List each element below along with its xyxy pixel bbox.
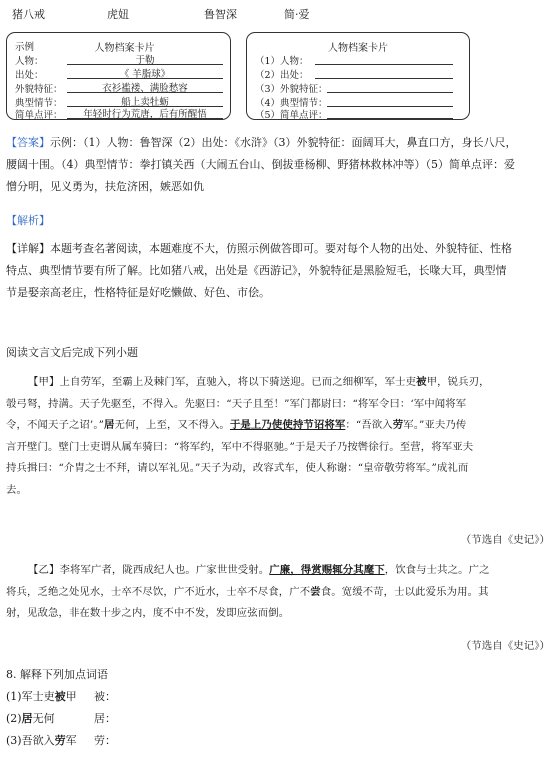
analysis-tag: 【解析】 — [6, 214, 50, 227]
question-item: (3)吾欲入劳军 劳： — [6, 734, 116, 747]
detail-line: 本题考查名著阅读，本题难度不大，仿照示例做答即可。要对每个人物的出处、外貌特征、性格 — [50, 242, 512, 255]
analysis-block — [6, 210, 550, 232]
question-item: (2)居无何 居： — [6, 712, 116, 725]
source-jia: （节选自《史记》） — [460, 534, 550, 546]
card-right-row: （2）出处： — [255, 67, 465, 79]
profile-card-example — [6, 32, 231, 120]
dotted-word-ju: 居 — [104, 419, 115, 431]
answer-line: 腰阔十围。（4）典型情节：拳打镇关西（大闹五台山、倒拔垂杨柳、野猪林救林冲等）（5）简单点评：爱 — [6, 158, 515, 171]
answer-block — [6, 132, 550, 198]
answer-tag: 【答案】 — [6, 136, 50, 149]
card-left-row: 外貌特征： 衣衫褴褛、满脸愁容 — [15, 81, 225, 93]
detail-tag: 【详解】 — [6, 242, 50, 255]
question-8 — [6, 664, 550, 752]
underlined-sentence-yi: 广廉，得赏赐辄分其麾下 — [269, 564, 385, 576]
passage-yi: 【乙】李将军广者，陇西成纪人也。广家世世受射。广廉，得赏赐辄分其麾下，饮食与士共之。广之 将兵，乏绝之处见水，士卒不尽饮，广不近水，士卒不尽食，广不尝食。宽缓不苛，士以此爱乐为用。其 射，见敌急，非在数十步之内，度不中不发，发即应弦而倒。 — [6, 564, 490, 619]
dotted-word-bei: 被 — [416, 376, 427, 388]
card-right-row: （5）简单点评： — [255, 107, 465, 119]
detail-block — [6, 238, 550, 304]
question-title: 8. 解释下列加点词语 — [6, 668, 108, 681]
profile-card-blank — [246, 32, 470, 120]
card-right-row: （3）外貌特征： — [255, 81, 465, 93]
name-luzhishen: 鲁智深 — [204, 8, 237, 21]
card-right-row: （1）人物： — [255, 53, 465, 65]
card-right-title: 人物档案卡片 — [328, 43, 388, 54]
answer-line: 示例：（1）人物：鲁智深（2）出处：《水浒》（3）外貌特征：面阔耳大，鼻直口方，身长八尺， — [50, 136, 517, 149]
underlined-sentence-jia: 于是上乃使使持节诏将军 — [229, 419, 346, 431]
question-item: (1)军士吏被甲 被： — [6, 690, 116, 703]
card-left-row: 简单点评： 年轻时行为荒唐，后有所醒悟 — [15, 107, 225, 119]
card-left-row: 典型情节： 船上卖牡蛎 — [15, 95, 225, 107]
name-zhubajie: 猪八戒 — [12, 8, 45, 21]
character-names — [0, 6, 554, 22]
reading-intro: 阅读文言文后完成下列小题 — [6, 346, 138, 359]
source-yi: （节选自《史记》） — [460, 640, 550, 652]
name-huniu: 虎妞 — [107, 8, 129, 21]
passage-jia: 【甲】上自劳军，至霸上及棘门军，直驰入，将以下骑送迎。已而之细柳军，军士吏被甲，锐兵刃， 彀弓弩，持满。天子先驱至，不得入。先驱曰：“天子且至！”军门都尉曰：“将军令曰：‘军中闻将军 令，不闻天子之诏’。”居无何，上至，又不得入。于是上乃使使持节诏将军：“吾欲入劳军。”亚夫乃传 言开壁门。壁门士吏谓从属车骑曰：“将军约，军中不得驱驰。”于是天子乃按辔徐行。至营，将军亚夫 持兵揖曰：“介胄之士不拜，请以军礼见。”天子为动，改容式车，使人称谢：“皇帝敬劳将军。”成礼而 去。 — [6, 376, 490, 496]
detail-line: 节是娶亲高老庄，性格特征是好吃懒做、好色、市侩。 — [6, 286, 270, 299]
card-example-tag: 示例 — [15, 42, 35, 53]
card-left-title: 人物档案卡片 — [94, 43, 155, 54]
dotted-word-chang: 尝 — [310, 585, 321, 598]
card-left-row: 出处： 《 羊脂球》 — [15, 67, 225, 79]
card-right-row: （4）典型情节： — [255, 95, 465, 107]
dotted-word-lao: 劳 — [392, 419, 404, 431]
answer-line: 憎分明，见义勇为，扶危济困，嫉恶如仇 — [6, 180, 204, 193]
detail-line: 特点、典型情节要有所了解。比如猪八戒，出处是《西游记》，外貌特征是黑脸短毛，长喙大耳，典型情 — [6, 264, 507, 277]
card-left-row: 人物： 于勒 — [15, 53, 225, 65]
name-janeeyre: 简·爱 — [284, 8, 310, 21]
